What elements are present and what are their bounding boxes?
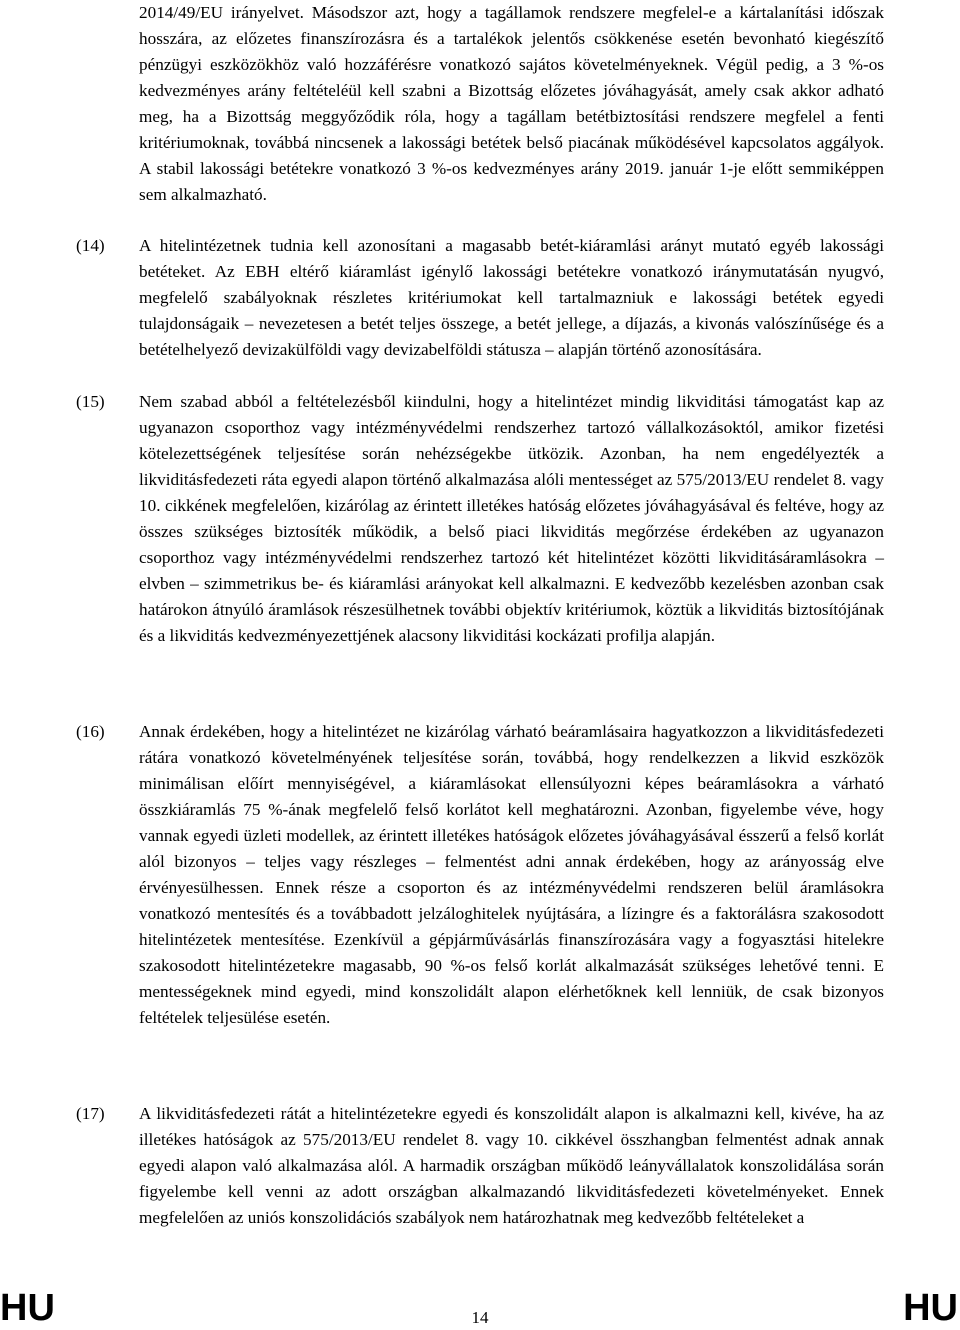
item-text-16: Annak érdekében, hogy a hitelintézet ne kizárólag várható beáramlásaira hagyatkozzon a likviditásfedezeti rátára vonatkozó követelményének teljesítése során, továbbá, hogy rendelkezzen a likvid eszközök minimálisan előírt mennyiségével, a kiáramlásokat ellensúlyozni képes beáramlásokra a várható összkiáramlás 75 %-ának megfelelő felső korlátot kell meghatározni. Azonban, figyelembe véve, hogy vannak egyedi üzleti modellek, az érintett illetékes hatóságok előzetes jóváhagyásával ésszerű a felső korlát alól bizonyos – teljes vagy részleges – felmentést adni annak érdekében, hogy az arányosság elve érvényesülhessen. Ennek része a csoporton és az intézményvédelmi rendszeren belül áramlásokra vonatkozó mentesítés és a továbbadott jelzáloghitelek nyújtására, a lízingre és a faktorálásra szakosodott hitelintézetek mentesítése. Ezenkívül a gépjárművásárlás finanszírozására vagy a fogyasztási hitelekre szakosodott hitelintézetekre magasabb, 90 %-os felső korlát alkalmazását szükséges lehetővé tenni. E mentességeknek mind egyedi, mind konszolidált alapon elérhetőknek kell lenniük, de csak bizonyos feltételek teljesülése esetén. [139,722,884,1027]
footer-language-left: HU [0,1287,55,1329]
item-number-15: (15) [76,392,105,411]
footer-language-right: HU [903,1287,958,1329]
item-number-17: (17) [76,1104,105,1123]
item-number-16: (16) [76,722,105,741]
item-text-17: A likviditásfedezeti rátát a hitelintézetekre egyedi és konszolidált alapon is alkalmazni kell, kivéve, ha az illetékes hatóságok az 575/2013/EU rendelet 8. vagy 10. cikkével összhangban felmentést adnak annak egyedi alapon való alkalmazása alól. A harmadik országban működő leányvállalatok konszolidálása során figyelembe kell venni az adott országban alkalmazandó likviditásfedezeti követelményeket. Ennek megfelelően az uniós konszolidációs szabályok nem határozhatnak meg kedvezőbb feltételeket a [139,1104,884,1227]
item-number-14: (14) [76,236,105,255]
intro-paragraph: 2014/49/EU irányelvet. Másodszor azt, hogy a tagállamok rendszere megfelel-e a kártalanítási időszak hosszára, az előzetes finanszírozásra és a tartalékok jelentős csökkenése esetén bevonható kiegészítő pénzügyi eszközökhöz való hozzáférésre vonatkozó sajátos követelményeknek. Végül pedig, a 3 %-os kedvezményes arány feltételéül kell szabni a Bizottság előzetes jóváhagyását, amely csak akkor adható meg, ha a Bizottság meggyőződik róla, hogy a tagállam betétbiztosítási rendszere megfelel a fenti kritériumoknak, továbbá nincsenek a lakossági betétek belső piacának működésével kapcsolatos aggályok. A stabil lakossági betétekre vonatkozó 3 %-os kedvezményes arány 2019. január 1-je előtt semmiképpen sem alkalmazható. [139,3,884,204]
page-number: 14 [471,1308,489,1327]
item-text-15: Nem szabad abból a feltételezésből kiindulni, hogy a hitelintézet mindig likviditási támogatást kap az ugyanazon csoporthoz vagy intézményvédelmi rendszerhez tartozó vállalkozásoktól, amikor fizetési kötelezettségének teljesítése során nehézségekbe ütközik. Azonban, ha nem engedélyezték a likviditásfedezeti ráta egyedi alapon történő alkalmazása alóli mentességet az 575/2013/EU rendelet 8. vagy 10. cikkének megfelelően, kizárólag az érintett illetékes hatóság előzetes jóváhagyásával és feltéve, hogy az összes szükséges biztosíték működik, a belső piaci likviditás megőrzése érdekében az ugyanazon csoporthoz vagy intézményvédelmi rendszerhez tartozó két hitelintézet közötti likviditásáramlásokra – elvben – szimmetrikus be- és kiáramlási arányokat kell alkalmazni. E kedvezőbb kezelésben azonban csak határokon átnyúló áramlások részesülhetnek további objektív kritériumok, köztük a likviditás biztosítójának és a likviditás kedvezményezettjének alacsony likviditási kockázati profilja alapján. [139,392,884,645]
item-text-14: A hitelintézetnek tudnia kell azonosítani a magasabb betét-kiáramlási arányt mutató egyéb lakossági betéteket. Az EBH eltérő kiáramlást igénylő lakossági betétekre vonatkozó iránymutatásán nyugvó, megfelelő szabályoknak részletes kritériumokat kell tartalmazniuk e lakossági betétek egyedi tulajdonságaik – nevezetesen a betét teljes összege, a betét jellege, a díjazás, a kivonás valószínűsége és a betételhelyező devizakülföldi vagy devizabelföldi státusza – alapján történő azonosítására. [139,236,884,359]
